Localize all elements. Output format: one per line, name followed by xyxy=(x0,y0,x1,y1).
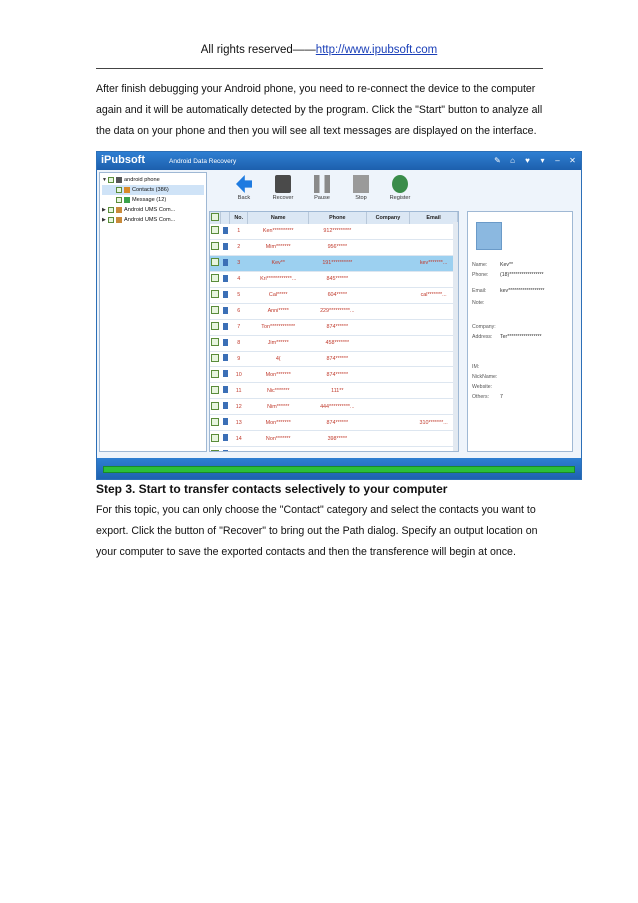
cell-no: 10 xyxy=(230,367,248,383)
cell-no: 13 xyxy=(230,415,248,431)
tree-item[interactable] xyxy=(102,215,204,225)
cell-email xyxy=(410,351,458,367)
stop-button[interactable]: Stop xyxy=(346,172,376,208)
cell-name: Kri************... xyxy=(248,271,309,287)
cell-name: Non******* xyxy=(248,431,309,447)
cell-phone: 845****** xyxy=(308,271,366,287)
cell-company xyxy=(366,351,410,367)
cell-name xyxy=(248,447,309,452)
row-checkbox[interactable] xyxy=(210,335,221,351)
app-subtitle: Android Data Recovery xyxy=(169,158,237,165)
cell-no: 7 xyxy=(230,319,248,335)
row-checkbox[interactable] xyxy=(210,255,221,271)
table-row[interactable] xyxy=(210,415,458,431)
cell-email xyxy=(410,239,458,255)
intro-paragraph: After finish debugging your Android phone, you need to re-connect the device to the computer again and it will be automatically detected by the program. Click the "Start" button to analyze all the data on your phone and then you will see all text messages are displayed on the interface. xyxy=(96,83,543,137)
cell-phone: 874****** xyxy=(308,351,366,367)
cell-name: Ton************ xyxy=(248,319,309,335)
contact-card-icon xyxy=(221,335,230,351)
cell-email xyxy=(410,447,458,452)
cell-name: Nic******* xyxy=(248,383,309,399)
cell-phone: 444**********... xyxy=(308,399,366,415)
cell-phone: 191********** xyxy=(308,255,366,271)
minimize-icon[interactable]: – xyxy=(555,156,560,165)
table-row[interactable] xyxy=(210,447,458,452)
detail-im-label: IM: xyxy=(472,364,480,370)
cell-email: 310*******... xyxy=(410,415,458,431)
cell-email xyxy=(410,431,458,447)
cell-email xyxy=(410,319,458,335)
cell-phone: 604***** xyxy=(308,287,366,303)
contact-card-icon xyxy=(221,383,230,399)
cell-company xyxy=(366,399,410,415)
stop-icon xyxy=(353,175,369,193)
cell-name: Jim****** xyxy=(248,335,309,351)
tree-checkbox[interactable] xyxy=(116,197,122,203)
detail-note-label: Note: xyxy=(472,300,485,306)
app-toolbar xyxy=(209,172,579,208)
row-checkbox[interactable] xyxy=(210,271,221,287)
detail-phone-value: (18)***************** xyxy=(500,272,544,278)
cell-email xyxy=(410,335,458,351)
sd-icon xyxy=(116,207,122,213)
cell-name: Mon******* xyxy=(248,415,309,431)
cell-name: Kev** xyxy=(248,255,309,271)
detail-name-label: Name: xyxy=(472,262,488,268)
cell-email xyxy=(410,399,458,415)
register-icon xyxy=(392,175,408,193)
rights-text: All rights reserved—— xyxy=(200,44,316,56)
cell-company xyxy=(366,431,410,447)
detail-phone-label: Phone: xyxy=(472,272,489,278)
cell-no: 11 xyxy=(230,383,248,399)
cell-company xyxy=(366,447,410,452)
select-all-checkbox[interactable] xyxy=(210,212,221,224)
cell-no xyxy=(230,447,248,452)
expand-icon[interactable]: ▼ xyxy=(102,177,107,183)
home-icon[interactable]: ⌂ xyxy=(510,156,515,165)
cell-company xyxy=(366,255,410,271)
detail-others-value: 7 xyxy=(500,394,503,400)
col-company[interactable]: Company xyxy=(366,212,410,224)
pause-button[interactable]: Pause xyxy=(307,172,337,208)
category-tree xyxy=(99,172,207,452)
phone-icon xyxy=(116,177,122,183)
contact-card-icon xyxy=(221,431,230,447)
cell-phone: 956***** xyxy=(308,239,366,255)
table-scrollbar[interactable] xyxy=(453,222,458,452)
col-email[interactable]: Email xyxy=(410,212,458,224)
cell-company xyxy=(366,415,410,431)
contact-card-icon xyxy=(221,287,230,303)
contact-card-icon xyxy=(221,271,230,287)
cell-name: Anni***** xyxy=(248,303,309,319)
tree-label: android phone xyxy=(124,177,160,183)
progress-bar xyxy=(103,466,575,473)
detail-email-label: Email: xyxy=(472,288,487,294)
table-row[interactable] xyxy=(210,303,458,319)
table-row[interactable] xyxy=(210,431,458,447)
col-no[interactable]: No. xyxy=(230,212,248,224)
cell-phone: 874****** xyxy=(308,415,366,431)
row-checkbox[interactable] xyxy=(210,224,221,239)
tree-checkbox[interactable] xyxy=(116,187,122,193)
detail-nickname-label: NickName: xyxy=(472,374,498,380)
row-checkbox[interactable] xyxy=(210,319,221,335)
detail-others-label: Others: xyxy=(472,394,490,400)
contacts-table xyxy=(209,211,459,452)
table-row[interactable] xyxy=(210,319,458,335)
table-row[interactable] xyxy=(210,335,458,351)
back-button[interactable]: Back xyxy=(229,172,259,208)
table-row[interactable] xyxy=(210,224,458,239)
detail-website-label: Website: xyxy=(472,384,493,390)
cell-email xyxy=(410,383,458,399)
app-screenshot xyxy=(96,151,582,480)
page-header xyxy=(0,44,638,56)
detail-email-value: kev****************** xyxy=(500,288,545,294)
col-name[interactable]: Name xyxy=(248,212,309,224)
tree-label: Message (12) xyxy=(132,197,167,203)
cell-phone xyxy=(308,447,366,452)
row-checkbox[interactable] xyxy=(210,415,221,431)
recover-icon xyxy=(275,175,291,193)
cell-phone: 874****** xyxy=(308,367,366,383)
cell-company xyxy=(366,335,410,351)
contact-card-icon xyxy=(221,303,230,319)
expand-icon[interactable]: ▶ xyxy=(102,217,106,223)
tree-label: Contacts (386) xyxy=(132,187,169,193)
table-row[interactable] xyxy=(210,399,458,415)
row-checkbox[interactable] xyxy=(210,239,221,255)
contact-card-icon xyxy=(221,255,230,271)
ct-icon xyxy=(124,187,130,193)
table-row[interactable] xyxy=(210,351,458,367)
row-checkbox[interactable] xyxy=(210,351,221,367)
heart-icon[interactable]: ♥ xyxy=(525,156,530,165)
tree-label: Android UMS Com... xyxy=(124,217,176,223)
contact-card-icon xyxy=(221,351,230,367)
contact-card-icon xyxy=(221,239,230,255)
tree-label: Android UMS Com... xyxy=(124,207,176,213)
detail-address-label: Address: xyxy=(472,334,493,340)
cell-phone: 874****** xyxy=(308,319,366,335)
cell-email: kev*******... xyxy=(410,255,458,271)
table-row[interactable] xyxy=(210,383,458,399)
cell-company xyxy=(366,367,410,383)
step3-heading: Step 3. Start to transfer contacts selectively to your computer xyxy=(96,482,448,496)
cell-name: Cal***** xyxy=(248,287,309,303)
contact-card-icon xyxy=(221,415,230,431)
cell-no: 14 xyxy=(230,431,248,447)
cell-phone: 458******* xyxy=(308,335,366,351)
cell-company xyxy=(366,383,410,399)
tree-checkbox[interactable] xyxy=(108,207,114,213)
step3-paragraph: For this topic, you can only choose the "Contact" category and select the contacts you want to export. Click the button of "Recover" to bring out the Path dialog. Specify an output location on your computer to save the exported contacts and then the transference will begin at once. xyxy=(96,504,538,558)
cell-no: 1 xyxy=(230,224,248,239)
app-titlebar xyxy=(97,152,581,170)
cell-no: 6 xyxy=(230,303,248,319)
row-checkbox[interactable] xyxy=(210,303,221,319)
register-button[interactable]: Register xyxy=(385,172,415,208)
cell-company xyxy=(366,287,410,303)
msg-icon xyxy=(124,197,130,203)
row-checkbox[interactable] xyxy=(210,383,221,399)
contact-card-icon xyxy=(221,447,230,452)
row-checkbox[interactable] xyxy=(210,431,221,447)
recover-button[interactable]: Recover xyxy=(268,172,298,208)
cell-no: 4 xyxy=(230,271,248,287)
cell-email xyxy=(410,303,458,319)
cell-no: 12 xyxy=(230,399,248,415)
table-row[interactable] xyxy=(210,255,458,271)
contact-card-icon xyxy=(221,367,230,383)
table-row[interactable] xyxy=(210,367,458,383)
table-row[interactable] xyxy=(210,271,458,287)
cell-phone: 912********* xyxy=(308,224,366,239)
cell-no: 3 xyxy=(230,255,248,271)
contact-card-icon xyxy=(221,319,230,335)
cell-name: Ken********** xyxy=(248,224,309,239)
cell-company xyxy=(366,319,410,335)
dropdown-icon[interactable]: ▾ xyxy=(540,156,545,165)
cell-email: cal*******... xyxy=(410,287,458,303)
tree-item[interactable] xyxy=(102,195,204,205)
table-row[interactable] xyxy=(210,239,458,255)
sd-icon xyxy=(116,217,122,223)
wrench-icon[interactable]: ✎ xyxy=(494,156,501,165)
row-checkbox[interactable] xyxy=(210,287,221,303)
cell-name: Nim****** xyxy=(248,399,309,415)
cell-email xyxy=(410,367,458,383)
tree-item[interactable] xyxy=(102,205,204,215)
col-phone[interactable]: Phone xyxy=(308,212,366,224)
website-link[interactable]: http://www.ipubsoft.com xyxy=(315,44,438,56)
cell-phone: 111** xyxy=(308,383,366,399)
back-arrow-icon xyxy=(236,175,252,193)
tree-checkbox[interactable] xyxy=(108,177,114,183)
cell-name: 4( xyxy=(248,351,309,367)
detail-address-value: Ter***************** xyxy=(500,334,542,340)
contact-card-icon xyxy=(221,399,230,415)
cell-email xyxy=(410,224,458,239)
cell-company xyxy=(366,224,410,239)
row-checkbox[interactable] xyxy=(210,447,221,452)
cell-name: Mon******* xyxy=(248,367,309,383)
cell-phone: 229**********... xyxy=(308,303,366,319)
header-rule xyxy=(96,68,543,69)
contact-detail-panel xyxy=(467,211,573,452)
row-checkbox[interactable] xyxy=(210,367,221,383)
contact-card-icon xyxy=(221,224,230,239)
cell-name: Mim******* xyxy=(248,239,309,255)
table-row[interactable] xyxy=(210,287,458,303)
pause-icon xyxy=(314,175,330,193)
cell-no: 9 xyxy=(230,351,248,367)
tree-item[interactable] xyxy=(102,175,204,185)
expand-icon[interactable]: ▶ xyxy=(102,207,106,213)
cell-email xyxy=(410,271,458,287)
detail-name-value: Kev** xyxy=(500,262,513,268)
tree-item[interactable] xyxy=(102,185,204,195)
detail-company-label: Company: xyxy=(472,324,496,330)
cell-company xyxy=(366,271,410,287)
cell-company xyxy=(366,303,410,319)
cell-company xyxy=(366,239,410,255)
close-icon[interactable]: ✕ xyxy=(569,156,576,165)
cell-no: 5 xyxy=(230,287,248,303)
cell-no: 8 xyxy=(230,335,248,351)
cell-no: 2 xyxy=(230,239,248,255)
row-checkbox[interactable] xyxy=(210,399,221,415)
cell-phone: 398***** xyxy=(308,431,366,447)
tree-checkbox[interactable] xyxy=(108,217,114,223)
app-logo: iPubsoft xyxy=(101,154,145,166)
avatar-icon xyxy=(476,222,502,250)
